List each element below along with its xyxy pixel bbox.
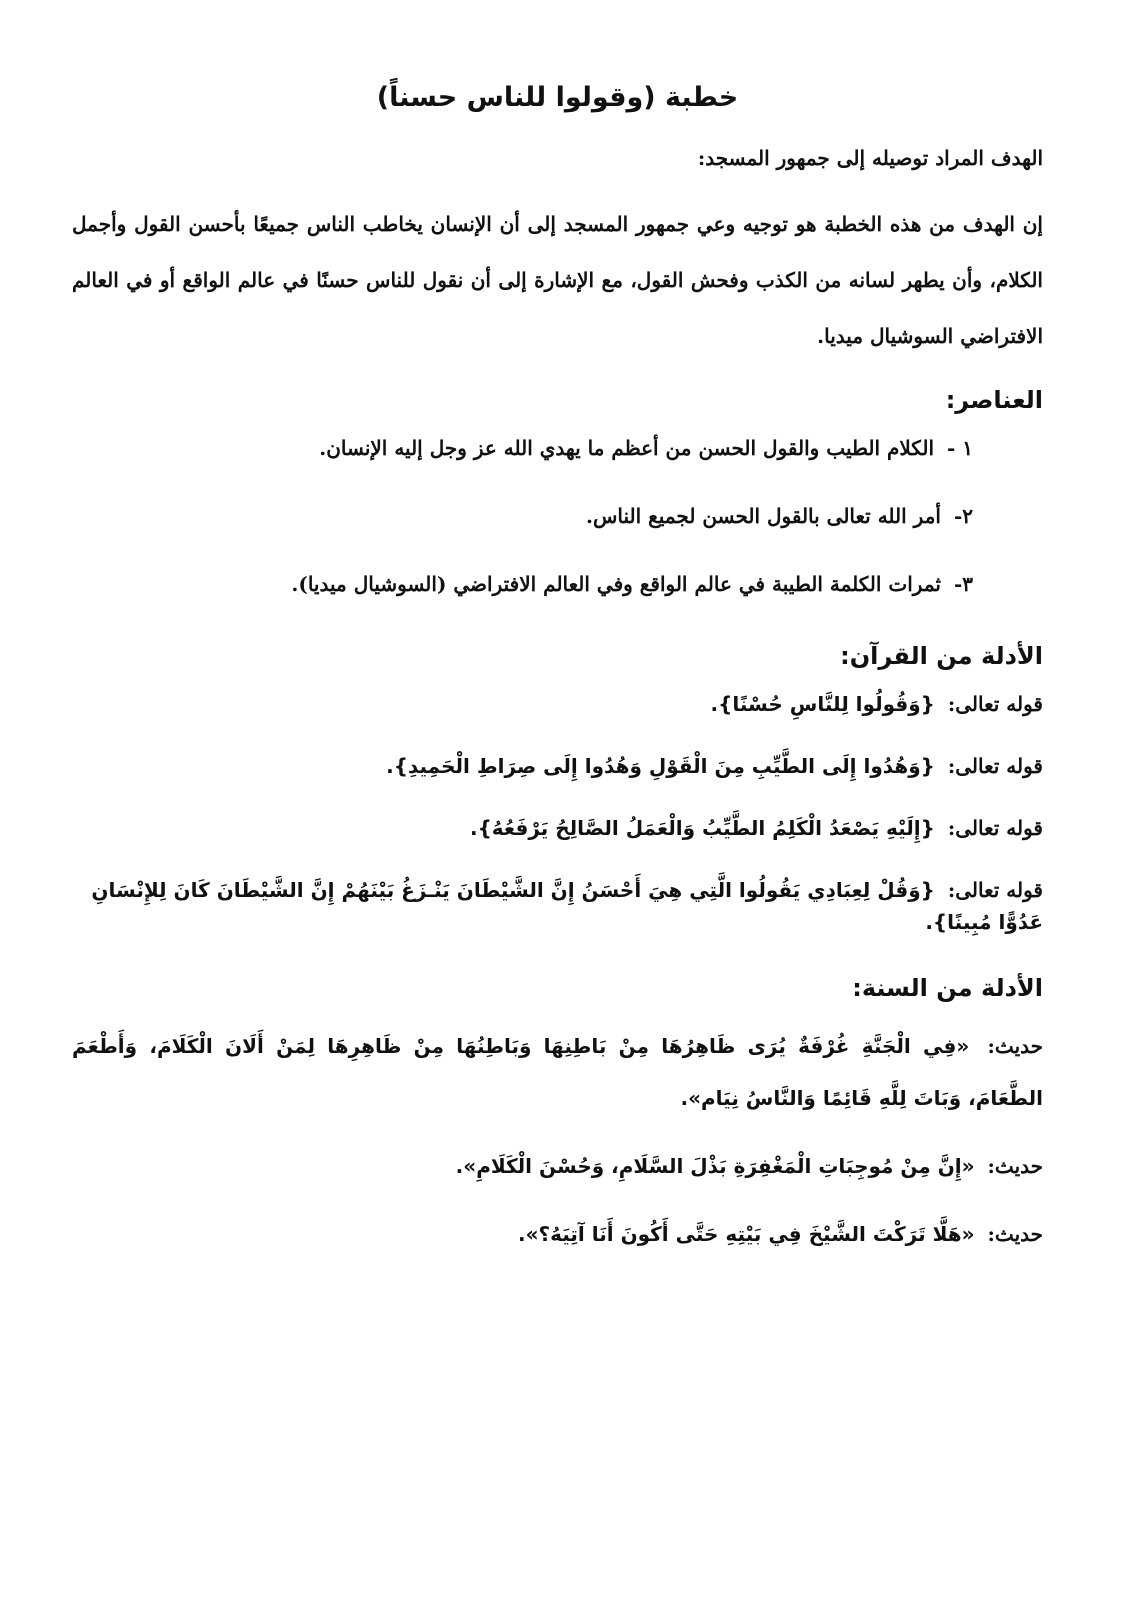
hadith-evidence	[72, 1208, 1043, 1260]
goal-label: الهدف المراد توصيله إلى جمهور المسجد:	[697, 146, 1043, 170]
hadith-evidence	[72, 1020, 1043, 1124]
item-number: ١ -	[946, 436, 973, 460]
item-number: ٢-	[953, 504, 973, 528]
hadith-evidence	[72, 1140, 1043, 1192]
goal-text: إن الهدف من هذه الخطبة هو توجيه وعي جمهور المسجد إلى أن الإنسان يخاطب الناس جميعًا بأحسن القول وأجمل الكلام، وأن يطهر لسانه من الكذب وفحش القول، مع الإشارة إلى أن نقول للناس حسنًا في عالم الواقع أو في العالم الافتراضي السوشيال ميديا.	[72, 212, 1043, 348]
list-item	[72, 500, 973, 532]
elements-list	[72, 432, 1043, 600]
verse-text: {وَقُولُوا لِلنَّاسِ حُسْنًا}.	[710, 692, 935, 716]
verse-text: {وَهُدُوا إِلَى الطَّيِّبِ مِنَ الْقَوْلِ وَهُدُوا إِلَى صِرَاطِ الْحَمِيدِ}.	[386, 754, 935, 778]
elements-section	[72, 380, 1043, 600]
verse-text: {إِلَيْهِ يَصْعَدُ الْكَلِمُ الطَّيِّبُ وَالْعَمَلُ الصَّالِحُ يَرْفَعُهُ}.	[469, 816, 935, 840]
verse-text: {وَقُلْ لِعِبَادِي يَقُولُوا الَّتِي هِيَ أَحْسَنُ إِنَّ الشَّيْطَانَ يَنْـزَغُ بَيْنَهُمْ إِنَّ الشَّيْطَانَ كَانَ لِلإِنْسَانِ عَدُوًّا مُبِينًا}.	[91, 878, 1043, 934]
evidence-label: قوله تعالى:	[947, 692, 1043, 716]
quran-evidence	[72, 874, 1043, 938]
evidence-label: قوله تعالى:	[947, 754, 1043, 778]
elements-heading: العناصر:	[945, 386, 1043, 414]
list-item	[72, 568, 973, 600]
item-text: أمر الله تعالى بالقول الحسن لجميع الناس.	[586, 504, 941, 528]
sunnah-heading: الأدلة من السنة:	[852, 974, 1043, 1002]
evidence-label: حديث:	[987, 1154, 1043, 1178]
quran-section	[72, 636, 1043, 938]
goal-section	[72, 142, 1043, 364]
hadith-text: «هَلَّا تَرَكْتَ الشَّيْخَ فِي بَيْتِهِ حَتَّى أَكُونَ أَنَا آتِيَهُ؟».	[517, 1222, 975, 1246]
evidence-label: قوله تعالى:	[947, 878, 1043, 902]
evidence-label: حديث:	[987, 1034, 1043, 1058]
quran-evidence	[72, 750, 1043, 782]
item-text: الكلام الطيب والقول الحسن من أعظم ما يهدي الله عز وجل إليه الإنسان.	[319, 436, 935, 460]
hadith-text: «إِنَّ مِنْ مُوجِبَاتِ الْمَغْفِرَةِ بَذْلَ السَّلَامِ، وَحُسْنَ الْكَلَامِ».	[455, 1154, 975, 1178]
sermon-title: خطبة (وقولوا للناس حسناً)	[376, 82, 739, 113]
hadith-text: «فِي الْجَنَّةِ غُرْفَةٌ يُرَى ظَاهِرُهَا مِنْ بَاطِنِهَا وَبَاطِنُهَا مِنْ ظَاهِرِهَا لِمَنْ أَلَانَ الْكَلَامَ، وَأَطْعَمَ الطَّعَامَ، وَبَاتَ لِلَّهِ قَائِمًا وَالنَّاسُ نِيَام».	[72, 1034, 1043, 1110]
evidence-label: قوله تعالى:	[947, 816, 1043, 840]
evidence-label: حديث:	[987, 1222, 1043, 1246]
list-item	[72, 432, 973, 464]
sunnah-section	[72, 968, 1043, 1260]
item-number: ٣-	[953, 572, 973, 596]
quran-heading: الأدلة من القرآن:	[840, 642, 1043, 670]
quran-evidence	[72, 812, 1043, 844]
item-text: ثمرات الكلمة الطيبة في عالم الواقع وفي العالم الافتراضي (السوشيال ميديا).	[291, 572, 941, 596]
quran-evidence	[72, 688, 1043, 720]
